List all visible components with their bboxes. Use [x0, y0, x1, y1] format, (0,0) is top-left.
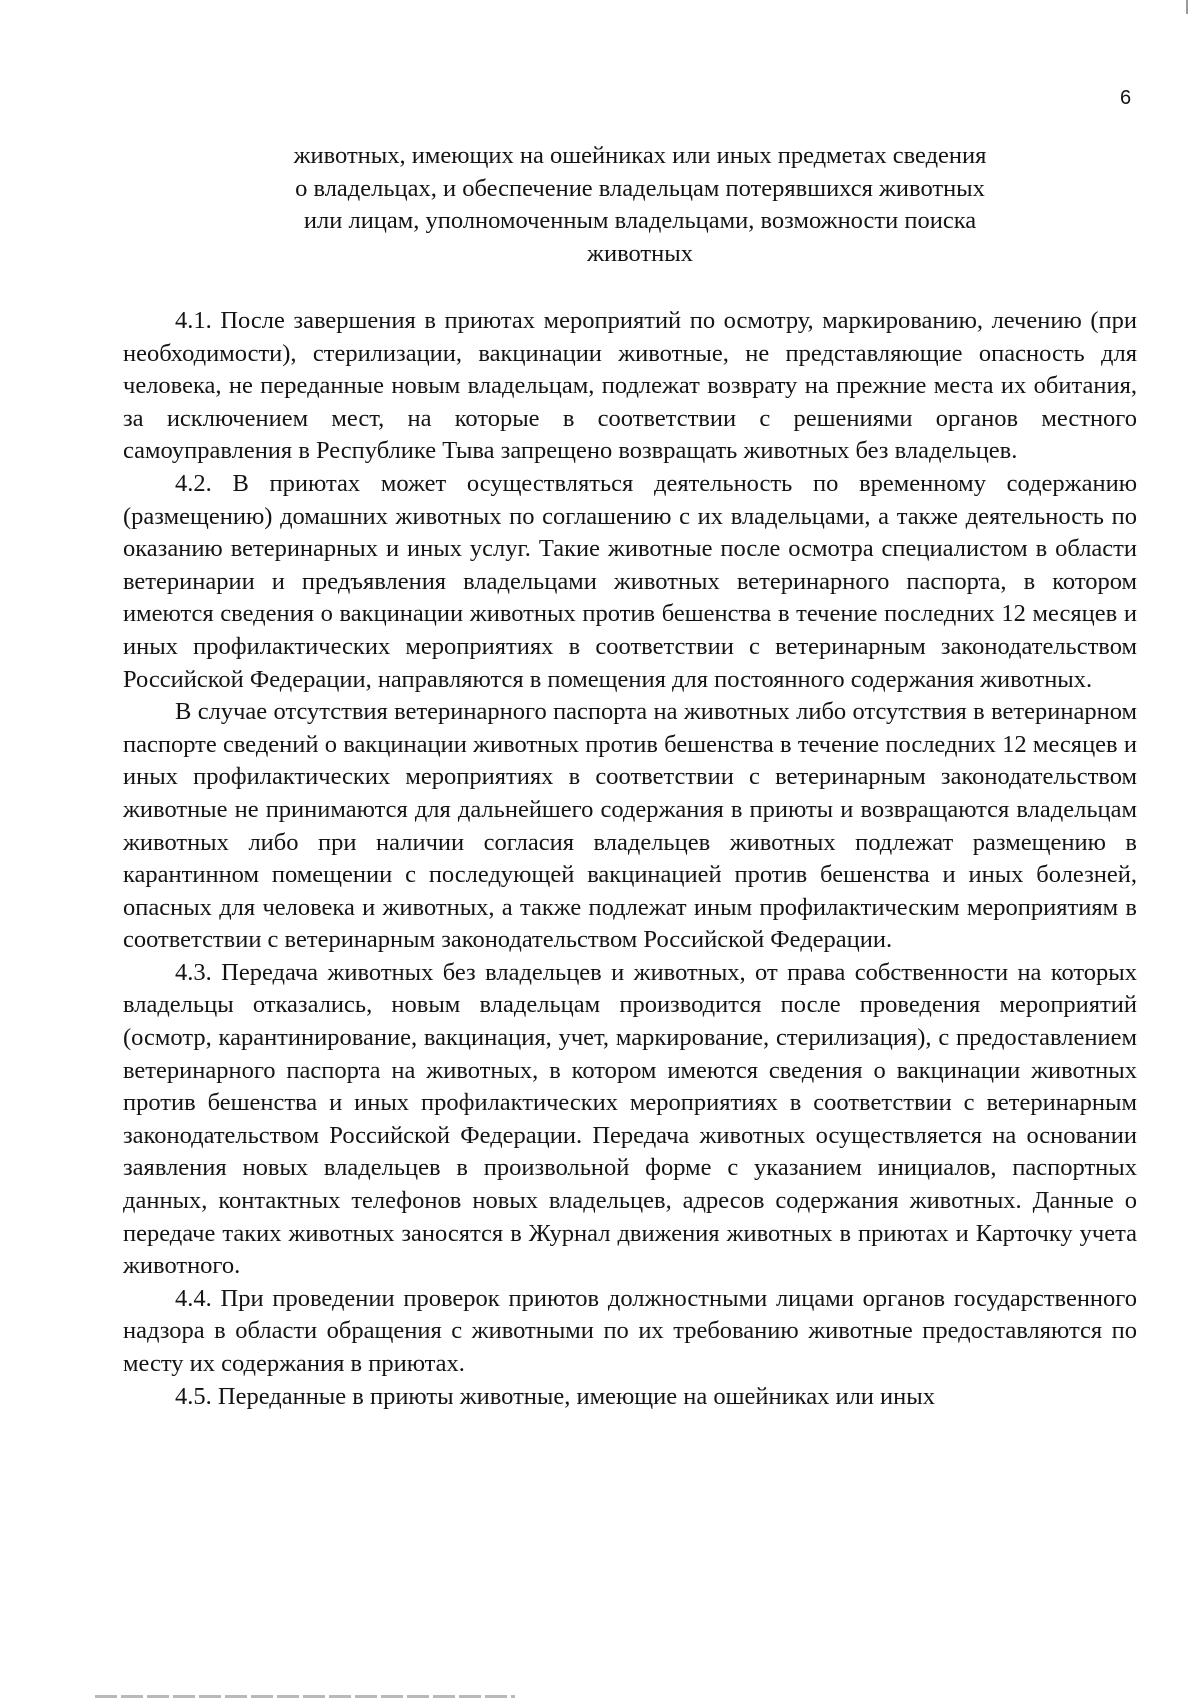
paragraph-4-3: 4.3. Передача животных без владельцев и животных, от права собственности на которых владельцы отказались, новым владельцам производится после проведения мероприятий (осмотр, карантинирование, вакцинация, учет, маркирование, стерилизация), с предоставлением ветеринарного паспорта на животных, в котором имеются сведения о вакцинации животных против бешенства и иных профилактических мероприятиях в соответствии с ветеринарным законодательством Российской Федерации. Передача животных осуществляется на основании заявления новых владельцев в произвольной форме с указанием инициалов, паспортных данных, контактных телефонов новых владельцев, адресов содержания животных. Данные о передаче таких животных заносятся в Журнал движения животных в приютах и Карточку учета животного. [123, 958, 1137, 1280]
heading-line: животных, имеющих на ошейниках или иных предметах сведения [293, 142, 987, 169]
section-heading [120, 140, 1160, 270]
paragraph-4-2: 4.2. В приютах может осуществляться деятельность по временному содержанию (размещению) домашних животных по соглашению с их владельцами, а также деятельность по оказанию ветеринарных и иных услуг. Такие животные после осмотра специалистом в области ветеринарии и предъявления владельцами животных ветеринарного паспорта, в котором имеются сведения о вакцинации животных против бешенства в течение последних 12 месяцев и иных профилактических мероприятиях в соответствии с ветеринарным законодательством Российской Федерации, направляются в помещения для постоянного содержания животных. [123, 469, 1137, 693]
paragraph-4-5: 4.5. Переданные в приюты животные, имеющие на ошейниках или иных [175, 1382, 935, 1410]
paragraph-4-1: 4.1. После завершения в приютах мероприятий по осмотру, маркированию, лечению (при необходимости), стерилизации, вакцинации животные, не представляющие опасность для человека, не переданные новым владельцам, подлежат возврату на прежние места их обитания, за исключением мест, на которые в соответствии с решениями органов местного самоуправления в Республике Тыва запрещено возвращать животных без владельцев. [123, 307, 1137, 465]
heading-line: о владельцах, и обеспечение владельцам потерявшихся животных [295, 174, 985, 202]
scan-corner-mark [1186, 0, 1188, 14]
document-body [123, 305, 1137, 1413]
scan-bottom-rule [95, 1695, 515, 1698]
paragraph-4-4: 4.4. При проведении проверок приютов должностными лицами органов государственного надзора в области обращения с животными по их требованию животные предоставляются по месту их содержания в приютах. [123, 1284, 1137, 1377]
heading-line: животных [587, 239, 693, 267]
heading-line: или лицам, уполномоченным владельцами, возможности поиска [303, 207, 977, 234]
page-number: 6 [1120, 87, 1132, 109]
paragraph-no-passport: В случае отсутствия ветеринарного паспорта на животных либо отсутствия в ветеринарном паспорте сведений о вакцинации животных против бешенства в течение последних 12 месяцев и иных профилактических мероприятиях в соответствии с ветеринарным законодательством животные не принимаются для дальнейшего содержания в приюты и возвращаются владельцам животных либо при наличии согласия владельцев животных подлежат размещению в карантинном помещении с последующей вакцинацией против бешенства и иных болезней, опасных для человека и животных, а также подлежат иным профилактическим мероприятиям в соответствии с ветеринарным законодательством Российской Федерации. [123, 698, 1137, 954]
